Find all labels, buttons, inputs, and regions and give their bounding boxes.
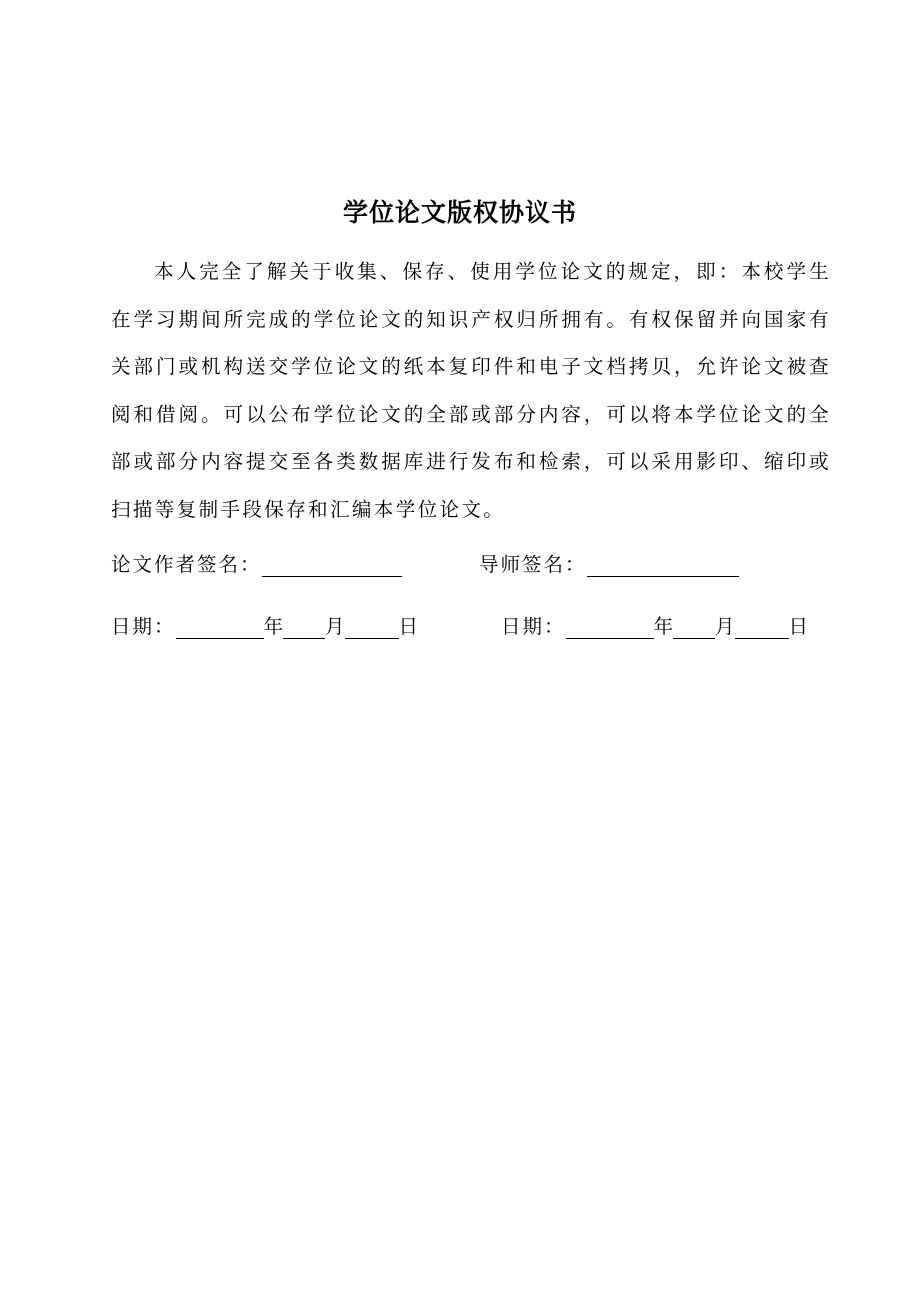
advisor-signature-field[interactable] <box>587 556 739 577</box>
document-title: 学位论文版权协议书 <box>342 198 577 227</box>
advisor-date-year-field[interactable] <box>566 618 654 639</box>
author-signature-field[interactable] <box>262 556 402 577</box>
author-date-year-unit: 年 <box>263 615 284 638</box>
advisor-date-month-field[interactable] <box>673 618 715 639</box>
author-date-day-unit: 日 <box>398 615 419 638</box>
author-signature-row <box>111 550 402 580</box>
advisor-date-day-field[interactable] <box>735 618 789 639</box>
author-date-month-unit: 月 <box>325 615 345 638</box>
agreement-paragraph: 本人完全了解关于收集、保存、使用学位论文的规定，即：本校学生在学习期间所完成的学位论文的知识产权归所拥有。有权保留并向国家有关部门或机构送交学位论文的纸本复印件和电子文档拷贝，允许论文被查阅和借阅。可以公布学位论文的全部或部分内容，可以将本学位论文的全部或部分内容提交至各类数据库进行发布和检索，可以采用影印、缩印或扫描等复制手段保存和汇编本学位论文。 <box>111 260 831 521</box>
author-date-label: 日期： <box>111 615 176 638</box>
author-date-day-field[interactable] <box>345 618 399 639</box>
advisor-date-month-unit: 月 <box>715 615 735 638</box>
author-date-month-field[interactable] <box>283 618 325 639</box>
author-date-row <box>111 612 418 642</box>
advisor-date-year-unit: 年 <box>653 615 674 638</box>
advisor-date-label: 日期： <box>501 615 566 638</box>
author-date-year-field[interactable] <box>176 618 264 639</box>
advisor-signature-label: 导师签名： <box>479 553 587 576</box>
advisor-date-day-unit: 日 <box>788 615 809 638</box>
author-signature-label: 论文作者签名： <box>111 553 262 576</box>
advisor-signature-row <box>479 550 739 580</box>
advisor-date-row <box>501 612 808 642</box>
